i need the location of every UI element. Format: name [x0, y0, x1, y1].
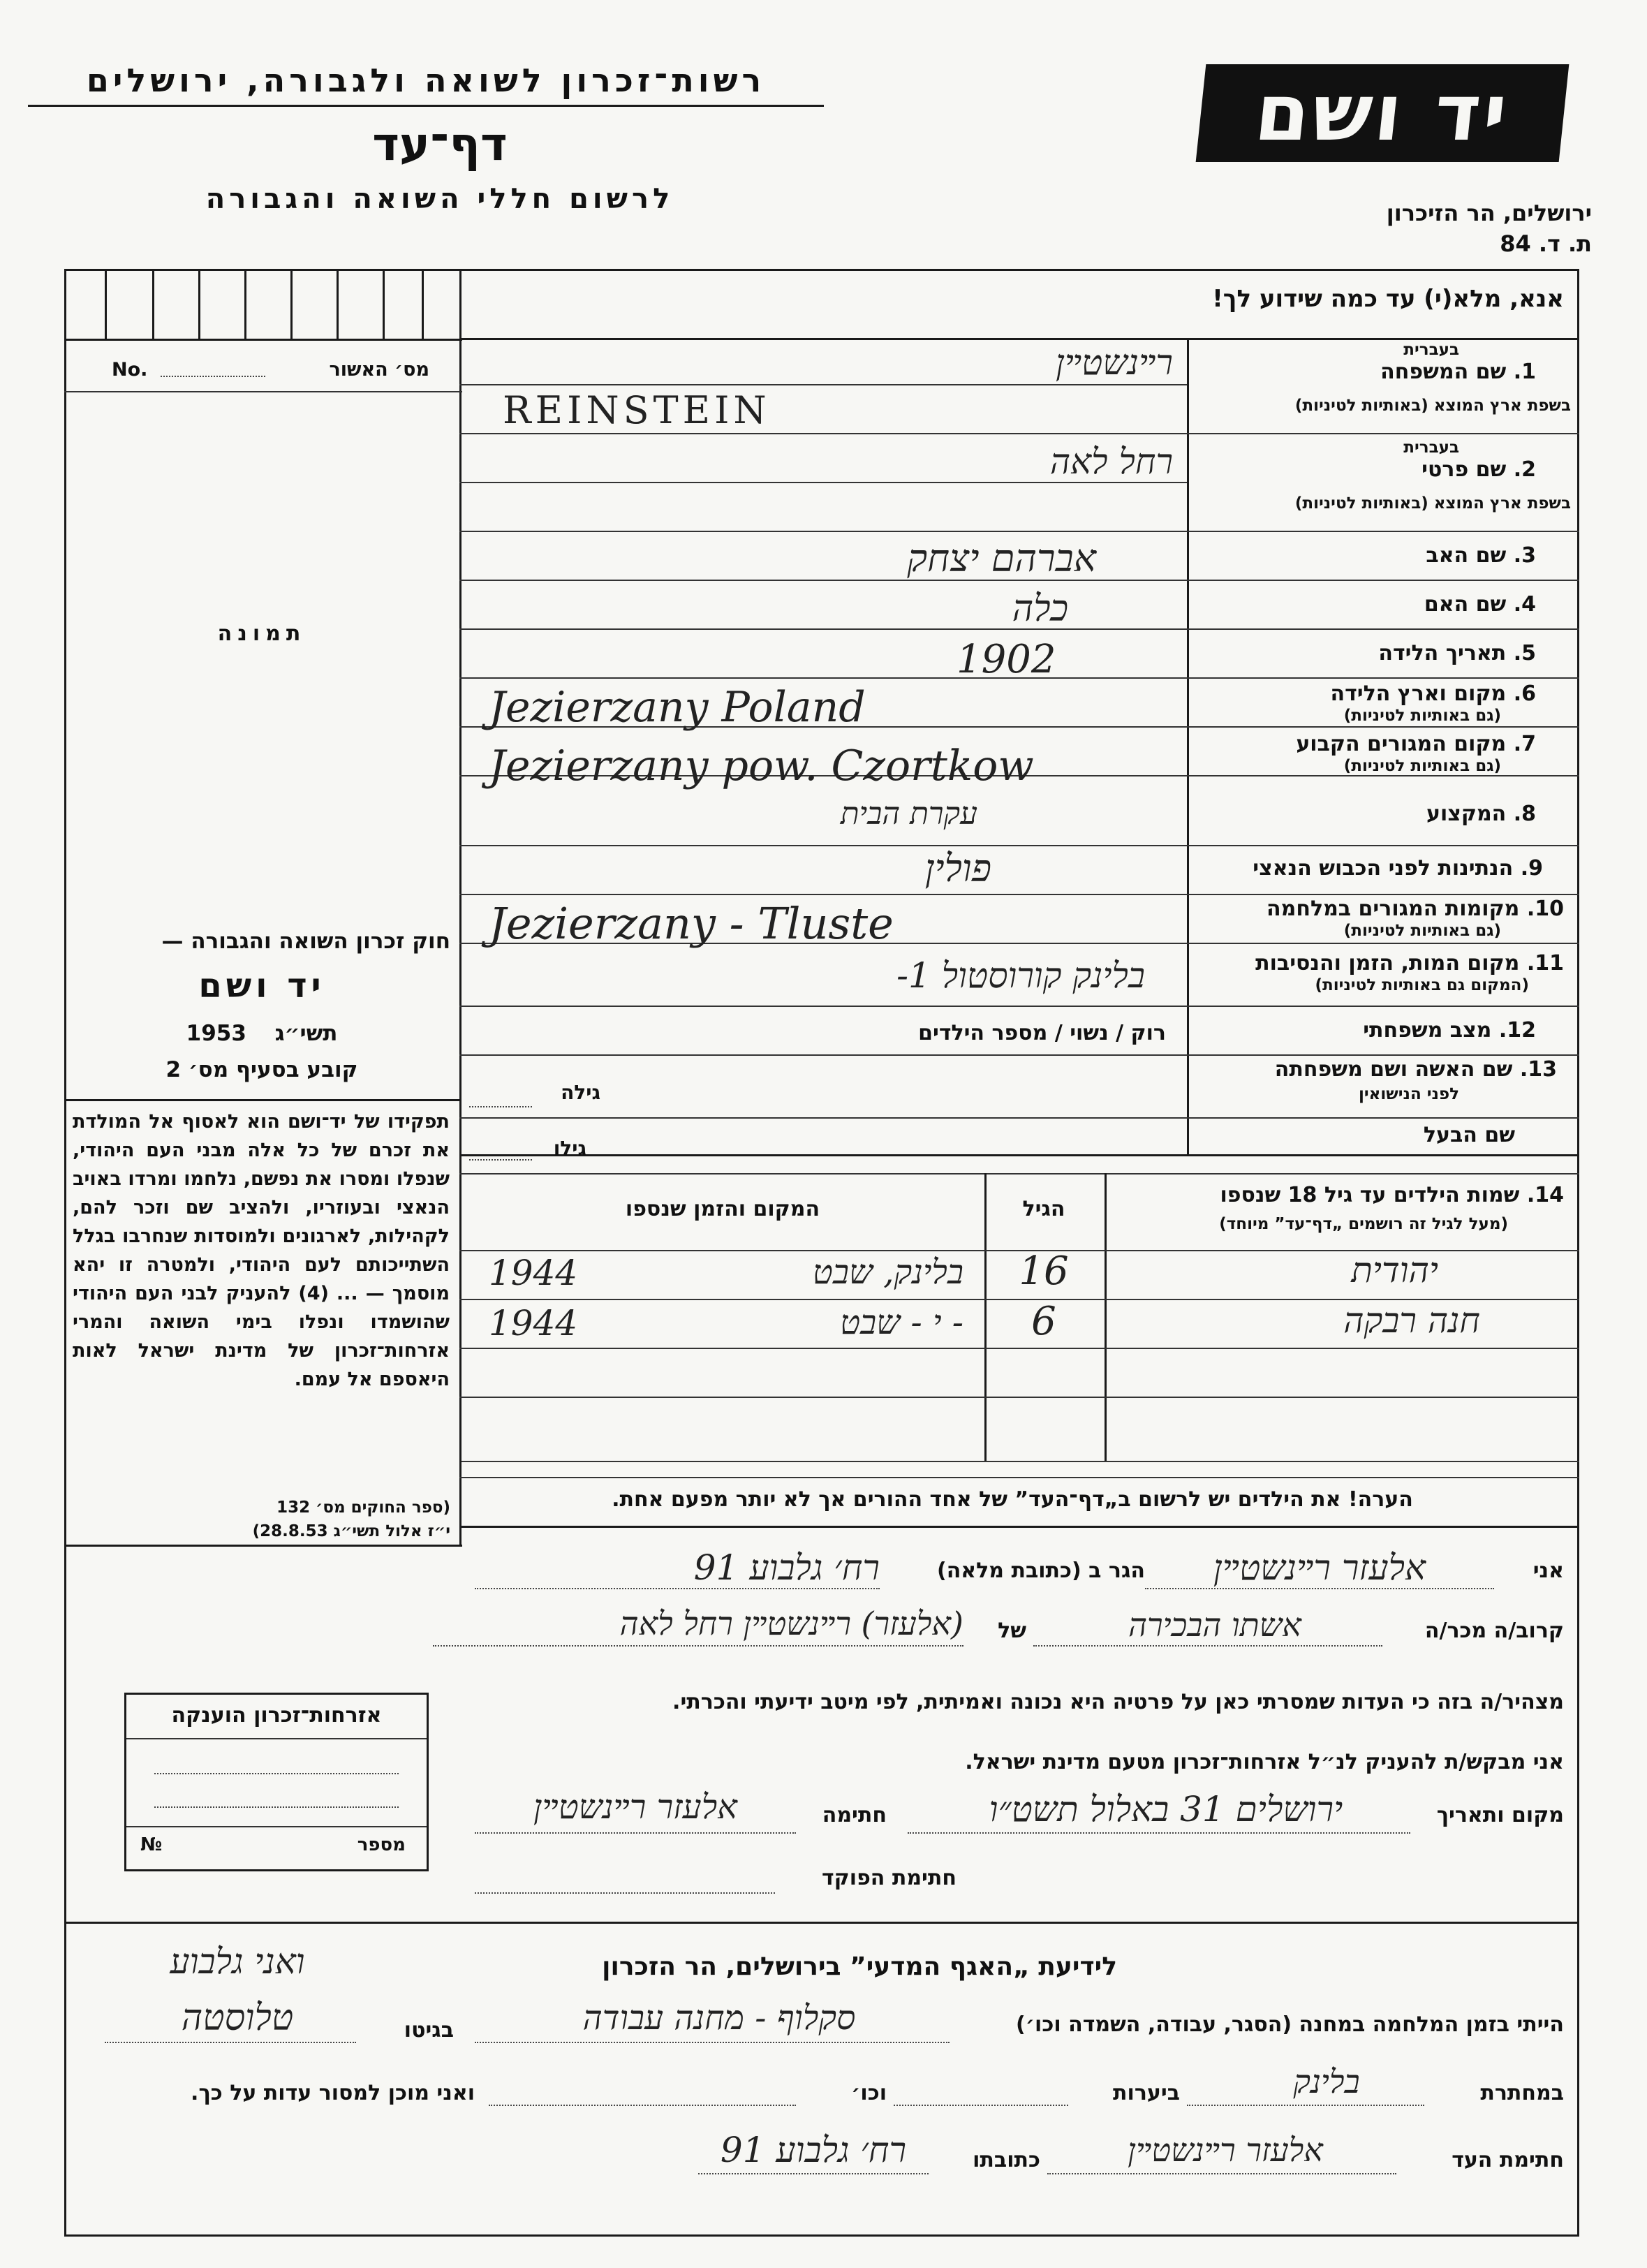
- science-camp-label: הייתי בזמן המלחמה במחנה (הסגר, עבודה, השמדה וכו׳): [1016, 2012, 1564, 2037]
- frame-bottom: [64, 2234, 1579, 2237]
- decl-signature-value[interactable]: אלעזר רײנשטײן: [533, 1788, 737, 1827]
- instruction-underline: [459, 338, 1579, 340]
- field-3-value[interactable]: אברהם יצחק: [907, 536, 1096, 580]
- citizenship-title-line: [126, 1738, 427, 1739]
- label-column-border: [1187, 339, 1189, 1154]
- approval-no-prefix: No.: [112, 359, 148, 381]
- decl-of-value[interactable]: (אלעזר) רײנשטײן רחל לאה: [619, 1605, 963, 1642]
- approval-label: מס׳ האשור: [329, 359, 429, 381]
- field-8-value[interactable]: עקרת הבית: [840, 796, 977, 832]
- note: הערה! את הילדים יש לרשום ב„דף־העד” של אחד ההורים אך לא יותר מפעם אחת.: [612, 1487, 1413, 1512]
- children-row-line: [459, 1348, 1579, 1349]
- row-divider: [459, 433, 1579, 434]
- science-etc-label: וכו׳: [851, 2081, 887, 2105]
- decl-officer-label: חתימת הפוקד: [822, 1866, 957, 1890]
- field-10-value[interactable]: Jezierzany - Tluste: [489, 898, 894, 949]
- field-9-value[interactable]: פולין: [924, 846, 991, 890]
- science-forest-label: ביערות: [1113, 2081, 1180, 2105]
- field-12-options: רוק / נשוי / מספר הילדים: [918, 1021, 1166, 1045]
- authority-underline: [28, 105, 824, 107]
- law-clause: קובע בסעיף מס׳ 2: [165, 1057, 358, 1082]
- strip-cell: [422, 269, 424, 339]
- field-1-value-latin[interactable]: REINSTEIN: [503, 388, 771, 432]
- address-line-1: ירושלים, הר הזיכרון: [1386, 200, 1592, 226]
- citizenship-number-line: [126, 1826, 427, 1827]
- strip-cell: [152, 269, 154, 339]
- law-ref-2: י״ז אלול תשי״ג 28.8.53): [252, 1522, 450, 1540]
- field-4-label: 4. שם האם: [1424, 592, 1536, 617]
- science-witness-line: [1047, 2173, 1396, 2174]
- field-1-sub-latin: בשפת ארץ המוצא (באותיות לטיניות): [1294, 397, 1571, 415]
- law-title: חוק זכרון השואה והגבורה —: [161, 929, 450, 954]
- declaration-top: [459, 1526, 1579, 1528]
- science-underground-line: [1187, 2105, 1424, 2106]
- row-divider: [459, 1054, 1579, 1056]
- field-1-sub-hebrew: בעברית: [1403, 341, 1459, 359]
- strip-cell: [198, 269, 200, 339]
- child-2-name[interactable]: חנה רבקה: [1343, 1300, 1480, 1341]
- citizenship-no: №: [140, 1834, 163, 1855]
- science-address-value[interactable]: רח׳ גלבוע 91: [720, 2130, 907, 2170]
- child-1-year[interactable]: 1944: [489, 1253, 578, 1293]
- science-underground-value[interactable]: בלינק: [1293, 2063, 1360, 2100]
- field-7-sub: (גם באותיות לטיניות): [1343, 757, 1501, 775]
- child-2-age[interactable]: 6: [1031, 1299, 1056, 1344]
- decl-resides-value[interactable]: רח׳ גלבוע 91: [693, 1547, 880, 1588]
- row-divider: [459, 531, 1579, 532]
- decl-i-value[interactable]: אלעזר רײנשטײן: [1213, 1547, 1426, 1588]
- form-title: דף־עד: [372, 117, 508, 171]
- decl-i-line: [1145, 1588, 1494, 1589]
- decl-statement-1: מצהיר/ה בזה כי העדות שמסרתי כאן על פרטיה היא נכונה ואמיתית, לפי מיטב ידיעתי והכרתי.: [672, 1690, 1564, 1714]
- science-margin-note: ואני גלבוע: [170, 1941, 305, 1982]
- children-col-age-border: [984, 1173, 987, 1461]
- science-ghetto-label: בגיטו: [404, 2018, 454, 2042]
- science-camp-value[interactable]: סקלוף - מחנה עבודה: [582, 1998, 856, 2038]
- photo-label: תמונה: [217, 621, 306, 646]
- science-ghetto-line: [105, 2042, 356, 2043]
- citizenship-line: [154, 1773, 399, 1774]
- science-underground-label: במחתרת: [1480, 2081, 1564, 2105]
- field-11-sub: (המקום גם באותיות לטיניות): [1315, 976, 1529, 994]
- address-line-2: ת. ד. 84: [1500, 230, 1592, 257]
- field-6-value[interactable]: Jezierzany Poland: [489, 683, 866, 732]
- citizenship-title: אזרחות־זכרון הוענקה: [171, 1703, 382, 1728]
- top-strip-bottom: [64, 339, 462, 341]
- child-2-place[interactable]: - י - שבט: [840, 1303, 963, 1342]
- field-7-value[interactable]: Jezierzany pow. Czortkow: [489, 742, 1034, 790]
- child-1-age[interactable]: 16: [1019, 1249, 1069, 1294]
- decl-of-line: [433, 1645, 963, 1647]
- note-top: [459, 1477, 1579, 1478]
- child-1-name[interactable]: יהודית: [1351, 1250, 1438, 1290]
- decl-of-label: של: [998, 1619, 1026, 1643]
- field-6-label: 6. מקום וארץ הלידה: [1330, 682, 1536, 706]
- field-5-label: 5. תאריך הלידה: [1378, 641, 1536, 665]
- field-4-value[interactable]: כלה: [1012, 588, 1068, 630]
- instruction: אנא, מלא(י) עד כמה שידוע לך!: [1212, 285, 1564, 313]
- decl-relative-line: [1033, 1645, 1382, 1647]
- decl-signature-label: חתימה: [822, 1803, 887, 1827]
- law-year: [73, 1021, 450, 1046]
- law-name: יד ושם: [198, 966, 325, 1006]
- law-ref-1: (ספר החוקים מס׳ 132: [276, 1498, 450, 1517]
- field-11-value[interactable]: בלינק קורוסטול 1-: [896, 955, 1145, 996]
- children-col-place: המקום והזמן שנספו: [625, 1197, 820, 1221]
- law-column-lower-border: [459, 1456, 461, 1547]
- field-13-age-label: גילה: [561, 1081, 600, 1104]
- science-top: [64, 1922, 1579, 1924]
- field-10-sub: (גם באותיות לטיניות): [1343, 922, 1501, 940]
- row-divider: [459, 1154, 1579, 1156]
- field-1-value-hebrew[interactable]: רײנשטײן: [1055, 342, 1173, 383]
- approval-no: [112, 359, 447, 381]
- row-divider: [459, 894, 1579, 895]
- field-2-sub-hebrew: בעברית: [1403, 439, 1459, 457]
- decl-place-date-line: [908, 1832, 1410, 1834]
- field-11-label: 11. מקום המות, הזמן והנסיבות: [1255, 951, 1564, 975]
- law-year-number: 1953: [186, 1021, 246, 1046]
- decl-relative-label: קרוב/ה מכר/ה: [1424, 1619, 1564, 1643]
- children-sub: (מעל לגיל זה רושמים „דף־עד” מיוחד): [1219, 1215, 1508, 1233]
- field-10-label: 10. מקומות המגורים במלחמה: [1266, 897, 1564, 921]
- decl-resides-line: [475, 1588, 880, 1589]
- frame-left: [64, 269, 66, 2237]
- field-3-label: 3. שם האב: [1426, 543, 1536, 568]
- field-1-label: 1. שם המשפחה: [1380, 360, 1536, 384]
- decl-relative-value[interactable]: אשתו הבכירה: [1128, 1606, 1301, 1644]
- husband-age-label: גילו: [553, 1137, 586, 1160]
- yad-vashem-logo: יד ושם: [1196, 64, 1570, 162]
- row-divider: [459, 1117, 1579, 1119]
- field-7-label: 7. מקום המגורים הקבוע: [1296, 732, 1536, 756]
- strip-cell: [105, 269, 107, 339]
- field-6-sub: (גם באותיות לטיניות): [1343, 707, 1501, 725]
- declaration-top-left: [64, 1545, 462, 1547]
- science-address-line: [698, 2173, 929, 2174]
- law-year-hebrew: תשי״ג: [274, 1021, 338, 1046]
- field-13-label: 13. שם האשה ושם משפחתה: [1274, 1057, 1557, 1082]
- children-label: 14. שמות הילדים עד גיל 18 שנספו: [1220, 1183, 1564, 1207]
- citizenship-line: [154, 1806, 399, 1808]
- field-13-sub: לפני הנישואין: [1359, 1085, 1459, 1103]
- form-subtitle: לרשום חללי השואה והגבורה: [205, 183, 674, 215]
- science-forest-line: [894, 2105, 1068, 2106]
- child-1-place[interactable]: בלינק, שבט: [812, 1253, 963, 1292]
- left-column-border: [459, 269, 461, 1456]
- field-2-sub-latin: בשפת ארץ המוצא (באותיות לטיניות): [1294, 494, 1571, 513]
- decl-signature-line: [475, 1832, 796, 1834]
- strip-cell: [290, 269, 293, 339]
- decl-officer-line: [475, 1892, 775, 1894]
- row-sub-divider: [459, 384, 1187, 385]
- field-12-label: 12. מצב משפחתי: [1363, 1018, 1536, 1043]
- child-2-year[interactable]: 1944: [489, 1303, 578, 1343]
- citizenship-box: [124, 1693, 429, 1871]
- citizenship-number-label: מספר: [357, 1834, 406, 1855]
- field-2-value-hebrew[interactable]: רחל לאה: [1049, 441, 1173, 482]
- strip-cell: [244, 269, 246, 339]
- approval-underline: [64, 391, 462, 392]
- science-witness-value[interactable]: אלעזר רײנשטײן: [1128, 2131, 1323, 2169]
- row-divider: [459, 845, 1579, 846]
- law-divider: [64, 1099, 459, 1101]
- children-col-age: הגיל: [1022, 1197, 1065, 1221]
- row-sub-divider: [459, 482, 1187, 483]
- husband-label: שם הבעל: [1423, 1123, 1515, 1147]
- science-witness-label: חתימת העד: [1452, 2148, 1564, 2172]
- children-top: [459, 1173, 1579, 1174]
- field-8-label: 8. המקצוע: [1426, 802, 1536, 826]
- husband-age-line: [469, 1159, 532, 1161]
- row-divider: [459, 1006, 1579, 1007]
- science-ghetto-value[interactable]: טלוסטה: [181, 1997, 294, 2039]
- children-row-line: [459, 1397, 1579, 1398]
- children-col-name-border: [1105, 1173, 1107, 1461]
- field-5-value[interactable]: 1902: [957, 637, 1056, 682]
- science-title: לידיעת „האגף המדעי” בירושלים, הר הזכרון: [602, 1952, 1117, 1981]
- field-13-age-line: [469, 1106, 532, 1107]
- decl-place-date-label: מקום ותאריך: [1436, 1803, 1564, 1827]
- science-ready-label: ואני מוכן למסור עדות על כך.: [191, 2081, 475, 2105]
- decl-i-label: אני: [1532, 1559, 1564, 1583]
- strip-cell: [337, 269, 339, 339]
- strip-cell: [383, 269, 385, 339]
- field-9-label: 9. הנתינות לפני הכבוש הנאצי: [1253, 856, 1543, 881]
- science-etc-line: [489, 2105, 796, 2106]
- decl-place-date-value[interactable]: ירושלים 31 באלול תשט״ו: [989, 1789, 1343, 1829]
- science-address-label: כתובתו: [973, 2148, 1040, 2172]
- frame-right: [1577, 269, 1579, 2237]
- decl-resides-label: הגר ב (כתובת מלאה): [936, 1559, 1145, 1583]
- decl-statement-2: אני מבקש/ת להעניק לנ״ל אזרחות־זכרון מטעם מדינת ישראל.: [965, 1750, 1564, 1774]
- science-camp-line: [475, 2042, 950, 2043]
- field-2-label: 2. שם פרטי: [1421, 457, 1536, 482]
- children-bottom: [459, 1461, 1579, 1462]
- authority-name: רשות־זכרון לשואה ולגבורה, ירושלים: [86, 61, 766, 99]
- law-text: תפקידו של יד־ושם הוא לאסוף אל המולדת את זכרם של כל אלה מבני העם היהודי, שנפלו ומסרו את נפשם, נלחמו ומרדו באויב הנאצי ובעוזריו, ולהציב שם וזכר להם, לקהילות, לארגונים ולמוסדות שנחרבו בגלל השתייכותם לעם היהודי, ולמטרה זו יהא מוסמך — ... (4) להעניק לבני העם היהודי שהושמדו ונפלו בימי השואה והמרי אזרחות־זכרון של מדינת ישראל לאות היאספם אל עמם.: [73, 1111, 450, 1390]
